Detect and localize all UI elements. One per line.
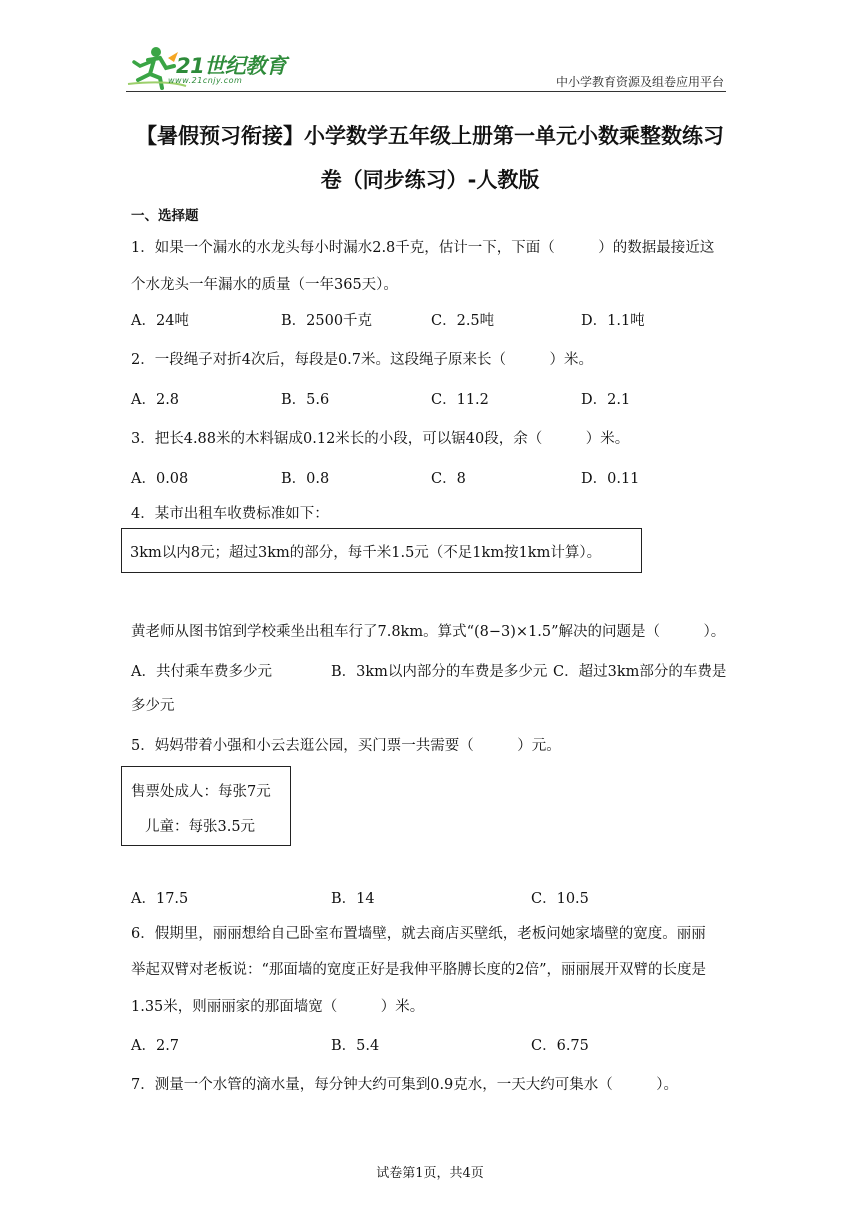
question-3-option-b[interactable]: B．0.8 (281, 471, 330, 487)
fare-rule-box (121, 528, 642, 573)
logo-url: www.21cnjy.com (168, 76, 243, 85)
question-6-option-c[interactable]: C．6.75 (531, 1038, 589, 1054)
question-3-line1: 3．把长4.88米的木料锯成0.12米长的小段，可以锯40段，余（ ）米。 (131, 431, 630, 447)
question-6-line1: 6．假期里，丽丽想给自己卧室布置墙壁，就去商店买壁纸，老板问她家墙壁的宽度。丽丽 (131, 926, 706, 942)
page-title-line1: 【暑假预习衔接】小学数学五年级上册第一单元小数乘整数练习 (136, 124, 724, 148)
question-1-option-c[interactable]: C．2.5吨 (431, 313, 495, 329)
question-3-option-c[interactable]: C．8 (431, 471, 466, 487)
ticket-price-child: 儿童：每张3.5元 (145, 819, 256, 835)
question-2-option-b[interactable]: B．5.6 (281, 392, 330, 408)
page-title-line2: 卷（同步练习）-人教版 (320, 168, 540, 192)
question-3-option-a[interactable]: A．0.08 (131, 471, 189, 487)
section-title: 一、选择题 (131, 208, 199, 224)
question-1-line1: 1．如果一个漏水的水龙头每小时漏水2.8千克，估计一下，下面（ ）的数据最接近这 (131, 240, 715, 256)
question-3-option-d[interactable]: D．0.11 (581, 471, 640, 487)
question-5-option-a[interactable]: A．17.5 (131, 891, 189, 907)
question-2-option-c[interactable]: C．11.2 (431, 392, 489, 408)
question-2-option-a[interactable]: A．2.8 (131, 392, 180, 408)
question-6-option-a[interactable]: A．2.7 (131, 1038, 180, 1054)
platform-label: 中小学教育资源及组卷应用平台 (555, 75, 724, 89)
question-1-option-a[interactable]: A．24吨 (131, 313, 189, 329)
ticket-price-box (121, 766, 291, 846)
question-6-option-b[interactable]: B．5.4 (331, 1038, 380, 1054)
question-4-line1: 4．某市出租车收费标准如下： (131, 506, 329, 522)
question-4-option-a[interactable]: A．共付乘车费多少元 (131, 664, 272, 680)
fare-rule-text: 3km以内8元；超过3km的部分，每千米1.5元（不足1km按1km计算）。 (130, 545, 602, 561)
question-4-option-c-wrap: 多少元 (131, 698, 175, 714)
question-7-line1: 7．测量一个水管的滴水量，每分钟大约可集到0.9克水，一天大约可集水（ ）。 (131, 1077, 679, 1093)
header-divider (126, 91, 726, 92)
question-1-option-b[interactable]: B．2500千克 (281, 313, 373, 329)
question-6-line2: 举起双臂对老板说：“那面墙的宽度正好是我伸平胳膊长度的2倍”，丽丽展开双臂的长度是 (131, 962, 707, 978)
question-6-line3: 1.35米，则丽丽家的那面墙宽（ ）米。 (131, 999, 425, 1015)
question-2-option-d[interactable]: D．2.1 (581, 392, 631, 408)
question-4-line2 (131, 620, 725, 641)
question-5-option-b[interactable]: B．14 (331, 891, 375, 907)
question-4-option-b[interactable]: B．3km以内部分的车费是多少元 (331, 664, 548, 680)
question-4-option-c[interactable]: C．超过3km部分的车费是 (553, 664, 727, 680)
question-1-option-d[interactable]: D．1.1吨 (581, 313, 645, 329)
question-2-line1: 2．一段绳子对折4次后，每段是0.7米。这段绳子原来长（ ）米。 (131, 352, 594, 368)
page-footer: 试卷第1页，共4页 (376, 1166, 484, 1181)
question-5-option-c[interactable]: C．10.5 (531, 891, 589, 907)
question-4-text-pre: 黄老师从图书馆到学校乘坐出租车行了7.8km。算式“ (131, 624, 475, 640)
logo-text: 21世纪教育 (176, 54, 287, 78)
question-5-line1: 5．妈妈带着小强和小云去逛公园，买门票一共需要（ ）元。 (131, 738, 561, 754)
question-1-line2: 个水龙头一年漏水的质量（一年365天）。 (131, 277, 398, 293)
ticket-price-adult: 售票处成人：每张7元 (131, 784, 271, 800)
question-4-text-post: ”解决的问题是（ ）。 (551, 624, 726, 640)
question-4-formula: (8−3)×1.5 (474, 624, 552, 640)
